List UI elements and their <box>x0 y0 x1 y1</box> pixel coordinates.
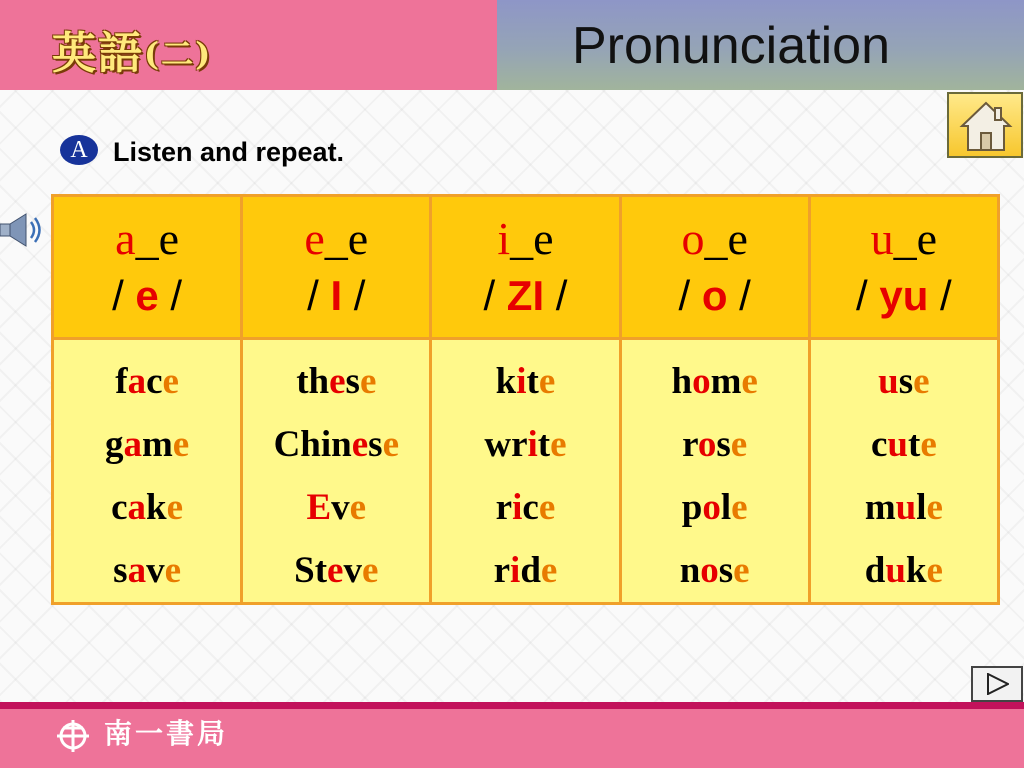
home-icon <box>959 100 1013 152</box>
example-word[interactable] <box>811 350 997 413</box>
slash: / <box>307 272 331 319</box>
vowel-letter: a <box>123 424 142 465</box>
word-letters: s <box>898 361 914 402</box>
word-letters: k <box>146 487 167 528</box>
phonetic-symbol: e <box>135 272 159 319</box>
example-word[interactable] <box>54 350 240 413</box>
vowel-letter: e <box>351 424 369 465</box>
vowel-letter: o <box>702 487 721 528</box>
silent-e-letter: e <box>926 487 943 528</box>
example-word[interactable] <box>54 476 240 539</box>
word-letters: g <box>104 424 124 465</box>
header-cell <box>809 196 998 339</box>
vowel-letter: i <box>512 487 523 528</box>
silent-e-letter: e <box>162 361 179 402</box>
phonetic-sound <box>243 268 429 324</box>
header-cell <box>242 196 431 339</box>
vowel-letter: i <box>516 361 527 402</box>
spelling-pattern <box>54 210 240 268</box>
word-letters: St <box>294 550 328 591</box>
silent-e-letter: e <box>733 550 750 591</box>
silent-e-letter: e <box>741 361 758 402</box>
example-word[interactable] <box>811 476 997 539</box>
word-cell <box>53 339 242 604</box>
header-cell <box>53 196 242 339</box>
example-word[interactable] <box>243 413 429 476</box>
word-letters: r <box>495 487 513 528</box>
word-letters: s <box>716 424 731 465</box>
word-letters: m <box>864 487 896 528</box>
word-letters: v <box>331 487 350 528</box>
vowel-letter: i <box>510 550 521 591</box>
example-word[interactable] <box>54 539 240 602</box>
example-word[interactable] <box>622 476 808 539</box>
silent-e-letter: e <box>538 487 556 528</box>
example-word[interactable] <box>432 350 618 413</box>
pronunciation-table <box>51 194 1000 605</box>
speaker-button[interactable] <box>0 212 46 253</box>
word-cell <box>809 339 998 604</box>
silent-e-letter: e <box>920 424 937 465</box>
word-letters: t <box>526 361 539 402</box>
example-word[interactable] <box>432 476 618 539</box>
pattern-vowel: e <box>304 213 325 264</box>
word-letters: s <box>345 361 360 402</box>
silent-e-letter: e <box>538 361 556 402</box>
word-letters: l <box>916 487 927 528</box>
slash: / <box>544 272 568 319</box>
word-letters: k <box>495 361 517 402</box>
table-header-row <box>53 196 999 339</box>
word-letters: wr <box>484 424 528 465</box>
header-cell <box>620 196 809 339</box>
phonetic-symbol: o <box>701 272 728 319</box>
vowel-letter: o <box>697 424 717 465</box>
vowel-letter: u <box>878 361 899 402</box>
vowel-letter: a <box>127 361 147 402</box>
word-letters: n <box>679 550 701 591</box>
silent-e-letter: e <box>926 550 943 591</box>
spelling-pattern <box>432 210 618 268</box>
pattern-rest: _e <box>893 213 938 264</box>
slash: / <box>678 272 702 319</box>
phonetic-symbol: yu <box>879 272 929 319</box>
silent-e-letter: e <box>166 487 184 528</box>
silent-e-letter: e <box>731 487 748 528</box>
word-letters: r <box>682 424 698 465</box>
vowel-letter: a <box>127 487 147 528</box>
vowel-letter: E <box>306 487 332 528</box>
vowel-letter: o <box>692 361 711 402</box>
silent-e-letter: e <box>550 424 567 465</box>
phonetic-symbol: ZI <box>506 272 545 319</box>
vowel-letter: u <box>887 424 908 465</box>
vowel-letter: o <box>700 550 719 591</box>
vowel-letter: e <box>327 550 344 591</box>
vowel-letter: i <box>527 424 538 465</box>
silent-e-letter: e <box>349 487 367 528</box>
page-title: Pronunciation <box>572 17 890 75</box>
phonetic-sound <box>54 268 240 324</box>
example-word[interactable] <box>243 476 429 539</box>
vowel-letter: u <box>885 550 906 591</box>
silent-e-letter: e <box>361 550 379 591</box>
course-title-text: 英語 <box>52 28 144 79</box>
word-letters: m <box>141 424 173 465</box>
publisher-name: 南一書局 <box>104 717 229 750</box>
silent-e-letter: e <box>730 424 748 465</box>
silent-e-letter: e <box>172 424 190 465</box>
spelling-pattern <box>243 210 429 268</box>
word-letters: c <box>522 487 539 528</box>
word-letters: t <box>908 424 921 465</box>
word-cell <box>242 339 431 604</box>
next-slide-button[interactable] <box>971 666 1023 702</box>
pattern-rest: _e <box>135 213 180 264</box>
phonetic-symbol: I <box>330 272 343 319</box>
phonetic-sound <box>811 268 997 324</box>
word-letters: c <box>870 424 888 465</box>
word-letters: s <box>718 550 734 591</box>
pattern-rest: _e <box>324 213 369 264</box>
exercise-badge: A <box>60 135 98 165</box>
pattern-vowel: a <box>115 213 136 264</box>
vowel-letter: u <box>895 487 917 528</box>
course-volume: (二) <box>144 35 213 73</box>
example-word[interactable] <box>243 539 429 602</box>
vowel-letter: e <box>329 361 346 402</box>
word-letters: d <box>864 550 886 591</box>
publisher-logo <box>55 718 91 759</box>
word-letters: f <box>115 361 128 402</box>
header-cell <box>431 196 620 339</box>
word-letters: c <box>111 487 128 528</box>
spelling-pattern <box>811 210 997 268</box>
word-letters: d <box>520 550 541 591</box>
example-word[interactable] <box>243 350 429 413</box>
home-button[interactable] <box>947 92 1023 158</box>
silent-e-letter: e <box>164 550 182 591</box>
course-title <box>52 24 212 84</box>
example-word[interactable] <box>811 539 997 602</box>
vowel-letter: a <box>127 550 147 591</box>
example-word[interactable] <box>622 350 808 413</box>
example-word[interactable] <box>54 413 240 476</box>
silent-e-letter: e <box>540 550 558 591</box>
word-cell <box>620 339 809 604</box>
silent-e-letter: e <box>382 424 399 465</box>
table-body-row <box>53 339 999 604</box>
slash: / <box>928 272 952 319</box>
word-cell <box>431 339 620 604</box>
play-next-icon <box>987 673 1009 695</box>
pattern-rest: _e <box>704 213 748 264</box>
example-word[interactable] <box>622 413 808 476</box>
publisher-emblem-icon <box>55 718 91 754</box>
phonetic-sound <box>432 268 618 324</box>
pattern-vowel: o <box>681 213 705 264</box>
example-word[interactable] <box>622 539 808 602</box>
word-letters: v <box>146 550 165 591</box>
spelling-pattern <box>622 210 808 268</box>
slash: / <box>342 272 366 319</box>
example-word[interactable] <box>811 413 997 476</box>
instruction-text: Listen and repeat. <box>113 137 345 167</box>
word-letters: v <box>343 550 362 591</box>
slash: / <box>158 272 183 319</box>
silent-e-letter: e <box>359 361 377 402</box>
word-letters: th <box>296 361 330 402</box>
slash: / <box>112 272 136 319</box>
word-letters: k <box>905 550 927 591</box>
pattern-rest: _e <box>510 213 554 264</box>
example-word[interactable] <box>432 539 618 602</box>
silent-e-letter: e <box>913 361 930 402</box>
slash: / <box>727 272 751 319</box>
word-letters: t <box>537 424 551 465</box>
speaker-icon <box>0 212 46 248</box>
slash: / <box>856 272 880 319</box>
word-letters: r <box>493 550 511 591</box>
pattern-vowel: i <box>497 213 511 264</box>
phonetic-sound <box>622 268 808 324</box>
word-letters: m <box>710 361 742 402</box>
word-letters: l <box>720 487 732 528</box>
pattern-vowel: u <box>870 213 894 264</box>
example-word[interactable] <box>432 413 618 476</box>
word-letters: h <box>671 361 693 402</box>
word-letters: p <box>681 487 703 528</box>
word-letters: Chin <box>273 424 352 465</box>
slash: / <box>483 272 507 319</box>
word-letters: c <box>146 361 163 402</box>
word-letters: s <box>113 550 128 591</box>
word-letters: s <box>368 424 383 465</box>
